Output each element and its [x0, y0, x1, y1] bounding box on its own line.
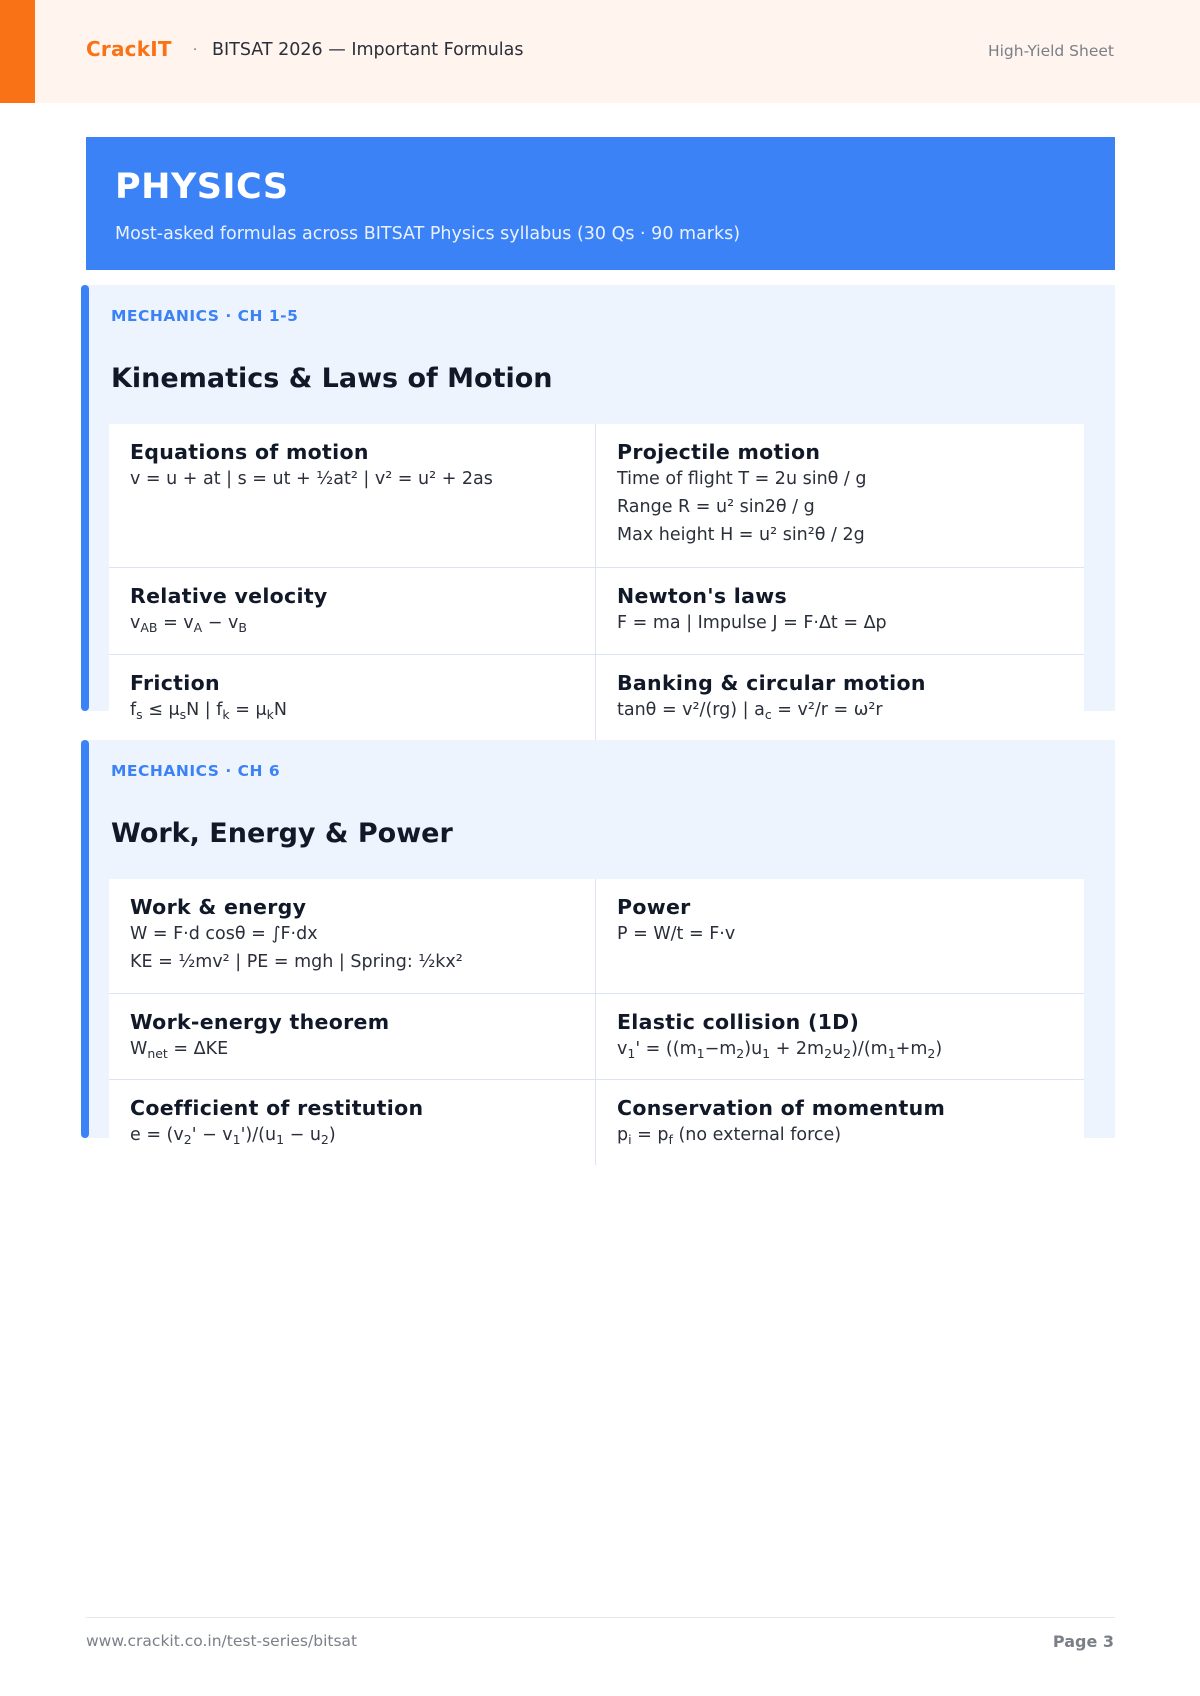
brand-logo: CrackIT: [86, 37, 172, 61]
formula-line: $v_{AB} = v_A - v_B$: [130, 613, 247, 635]
formula-card: [596, 1080, 1084, 1165]
formula-grid: [109, 424, 1084, 741]
footer-divider: [86, 1617, 1115, 1618]
header-accent-bar: [0, 0, 35, 103]
formula-line: $W_{net} = \Delta KE$: [130, 1039, 229, 1061]
formula-title: Banking & circular motion: [617, 671, 926, 695]
subject-subtitle: Most-asked formulas across BITSAT Physics syllabus (30 Qs · 90 marks): [115, 224, 741, 244]
formula-card: [109, 424, 595, 567]
formula-card: [596, 655, 1084, 741]
formula-card: [109, 655, 595, 741]
formula-title: Relative velocity: [130, 584, 328, 608]
formula-title: Work & energy: [130, 895, 307, 919]
formula-card: [109, 1080, 595, 1165]
header-separator: ·: [193, 43, 198, 58]
formula-title: Work-energy theorem: [130, 1010, 390, 1034]
formula-line: tanθ = v²/(rg) | $a_c = v^2/r = \omega^2r$: [617, 700, 883, 722]
formula-line: Time of flight T = 2u sinθ / g: [617, 469, 867, 489]
formula-line: $v_1' = ((m_1-m_2)u_1 + 2m_2u_2)/(m_1+m_2)$: [617, 1039, 943, 1061]
section-rail: [81, 740, 89, 1138]
formula-grid: [109, 879, 1084, 1165]
formula-line: W = F·d cosθ = ∫F·dx: [130, 924, 318, 944]
formula-line: Max height H = u² sin²θ / 2g: [617, 525, 865, 545]
page-header: [0, 0, 1200, 103]
section-title: Kinematics & Laws of Motion: [111, 363, 553, 394]
formula-line: Range R = u² sin2θ / g: [617, 497, 815, 517]
formula-title: Friction: [130, 671, 220, 695]
page-number: Page 3: [1052, 1632, 1114, 1651]
formula-title: Newton's laws: [617, 584, 787, 608]
formula-card: [596, 994, 1084, 1079]
footer-link[interactable]: www.crackit.co.in/test-series/bitsat: [86, 1632, 358, 1650]
section-kicker: MECHANICS · CH 1-5: [111, 307, 299, 325]
formula-line: P = W/t = F·v: [617, 924, 736, 944]
document-title: BITSAT 2026 — Important Formulas: [212, 40, 524, 60]
subject-title: PHYSICS: [115, 167, 289, 207]
formula-line: $p_i = p_f$ (no external force): [617, 1125, 842, 1147]
formula-title: Projectile motion: [617, 440, 821, 464]
formula-line: KE = ½mv² | PE = mgh | Spring: ½kx²: [130, 952, 463, 972]
section-rail: [81, 285, 89, 711]
section-title: Work, Energy & Power: [111, 818, 453, 849]
subject-banner: [86, 137, 1115, 270]
formula-title: Conservation of momentum: [617, 1096, 946, 1120]
formula-line: v = u + at | s = ut + ½at² | v² = u² + 2as: [130, 469, 493, 489]
formula-line: $f_s \le \mu_sN$ | $f_k = \mu_kN$: [130, 700, 287, 722]
formula-line: F = ma | Impulse J = F·Δt = Δp: [617, 613, 887, 633]
formula-title: Power: [617, 895, 691, 919]
section-kinematics: [81, 285, 1115, 722]
formula-card: [109, 568, 595, 654]
formula-line: $e = (v_2' - v_1')/(u_1 - u_2)$: [130, 1125, 336, 1147]
section-work-energy: [81, 740, 1115, 1147]
formula-card: [109, 879, 595, 993]
formula-card: [596, 568, 1084, 654]
formula-title: Coefficient of restitution: [130, 1096, 424, 1120]
section-kicker: MECHANICS · CH 6: [111, 762, 281, 780]
formula-card: [109, 994, 595, 1079]
formula-card: [596, 879, 1084, 993]
formula-card: [596, 424, 1084, 567]
sheet-tag: High-Yield Sheet: [987, 42, 1114, 60]
formula-title: Equations of motion: [130, 440, 369, 464]
formula-title: Elastic collision (1D): [617, 1010, 860, 1034]
